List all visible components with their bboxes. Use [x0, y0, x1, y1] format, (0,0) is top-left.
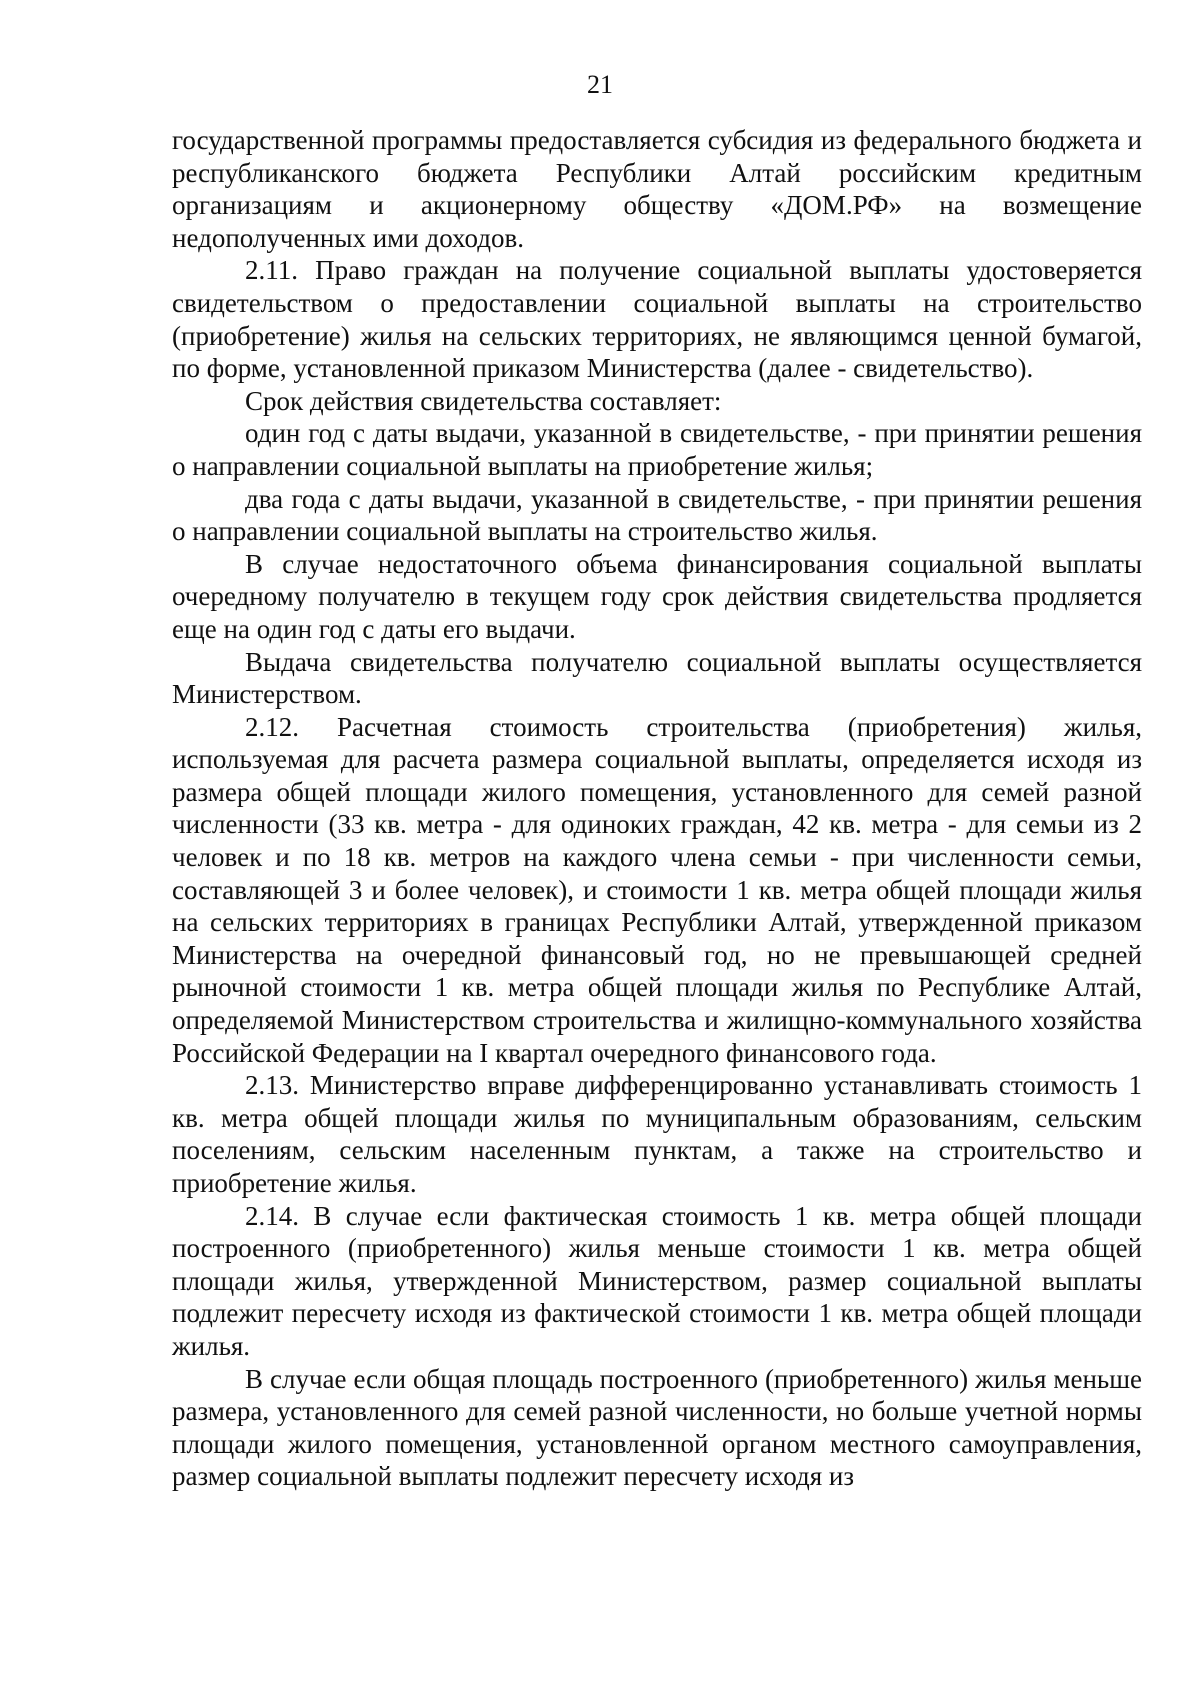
- paragraph-issuance: Выдача свидетельства получателю социальной выплаты осуществляется Министерством.: [172, 646, 1142, 710]
- paragraph-2-14: 2.14. В случае если фактическая стоимость 1 кв. метра общей площади построенного (приобретенного) жилья меньше стоимости 1 кв. метра общей площади жилья, утвержденной Министерством, размер социальной выплаты подлежит пересчету исходя из фактической стоимости 1 кв. метра общей площади жилья.: [172, 1200, 1142, 1361]
- paragraph-extension: В случае недостаточного объема финансирования социальной выплаты очередному получателю в текущем году срок действия свидетельства продляется еще на один год с даты его выдачи.: [172, 548, 1142, 644]
- paragraph-one-year: один год с даты выдачи, указанной в свидетельстве, - при принятии решения о направлении социальной выплаты на приобретение жилья;: [172, 418, 1142, 481]
- paragraph-2-13: 2.13. Министерство вправе дифференцированно устанавливать стоимость 1 кв. метра общей площади жилья по муниципальным образованиям, сельским поселениям, сельским населенным пунктам, а также на строительство и приобретение жилья.: [172, 1070, 1142, 1198]
- paragraph-2-11: 2.11. Право граждан на получение социальной выплаты удостоверяется свидетельством о предоставлении социальной выплаты на строительство (приобретение) жилья на сельских территориях, не являющимся ценной бумагой, по форме, установленной приказом Министерства (далее - свидетельство).: [172, 255, 1142, 384]
- paragraph-two-years: два года с даты выдачи, указанной в свидетельстве, - при принятии решения о направлении социальной выплаты на строительство жилья.: [172, 483, 1142, 547]
- paragraph-1: государственной программы предоставляется субсидия из федерального бюджета и республиканского бюджета Республики Алтай российским кредитным организациям и акционерному обществу «ДОМ.РФ» на возмещение недополученных ими доходов.: [172, 125, 1142, 253]
- page-number: 21: [587, 70, 613, 99]
- paragraph-area-recalculation: В случае если общая площадь построенного (приобретенного) жилья меньше размера, установленного для семей разной численности, но больше учетной нормы площади жилого помещения, установленной органом местного самоуправления, размер социальной выплаты подлежит пересчету исходя из: [172, 1363, 1142, 1492]
- paragraph-validity-period: Срок действия свидетельства составляет:: [245, 385, 722, 416]
- document-body: [172, 124, 1142, 1493]
- paragraph-2-12: 2.12. Расчетная стоимость строительства (приобретения) жилья, используемая для расчета размера социальной выплаты, определяется исходя из размера общей площади жилого помещения, установленного для семей разной численности (33 кв. метра - для одиноких граждан, 42 кв. метра - для семьи из 2 человек и по 18 кв. метров на каждого члена семьи - при численности семьи, составляющей 3 и более человек), и стоимости 1 кв. метра общей площади жилья на сельских территориях в границах Республики Алтай, утвержденной приказом Министерства на очередной финансовый год, но не превышающей средней рыночной стоимости 1 кв. метра общей площади жилья по Республике Алтай, определяемой Министерством строительства и жилищно-коммунального хозяйства Российской Федерации на I квартал очередного финансового года.: [172, 711, 1142, 1068]
